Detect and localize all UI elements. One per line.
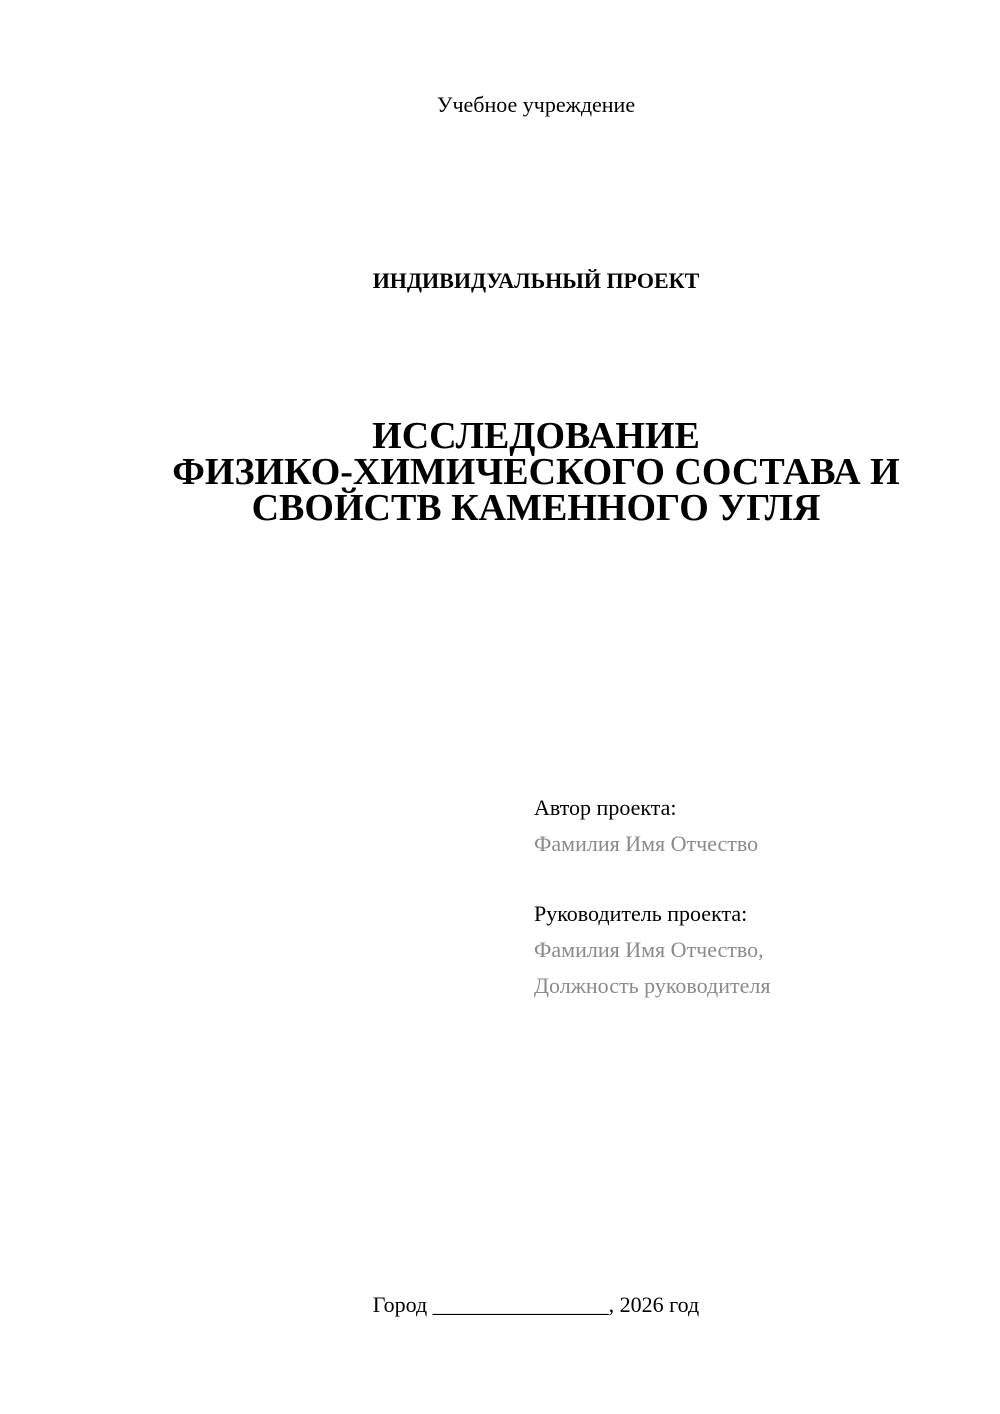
project-info-block (534, 790, 954, 1004)
city-year-footer: Город ________________, 2026 год (372, 1292, 700, 1317)
supervisor-label: Руководитель проекта: (534, 901, 748, 926)
supervisor-name: Фамилия Имя Отчество, (534, 937, 764, 962)
author-name: Фамилия Имя Отчество (534, 831, 759, 856)
author-label: Автор проекта: (534, 795, 677, 820)
project-title-line-3: СВОЙСТВ КАМЕННОГО УГЛЯ (251, 487, 821, 529)
institution-name: Учебное учреждение (436, 92, 636, 117)
info-spacer (534, 862, 954, 896)
project-title-line-1: ИССЛЕДОВАНИЕ (372, 415, 700, 457)
project-type-heading: ИНДИВИДУАЛЬНЫЙ ПРОЕКТ (372, 268, 700, 293)
project-title (0, 415, 1000, 529)
supervisor-position: Должность руководителя (534, 973, 771, 998)
project-title-line-2: ФИЗИКО-ХИМИЧЕСКОГО СОСТАВА И (172, 451, 900, 493)
